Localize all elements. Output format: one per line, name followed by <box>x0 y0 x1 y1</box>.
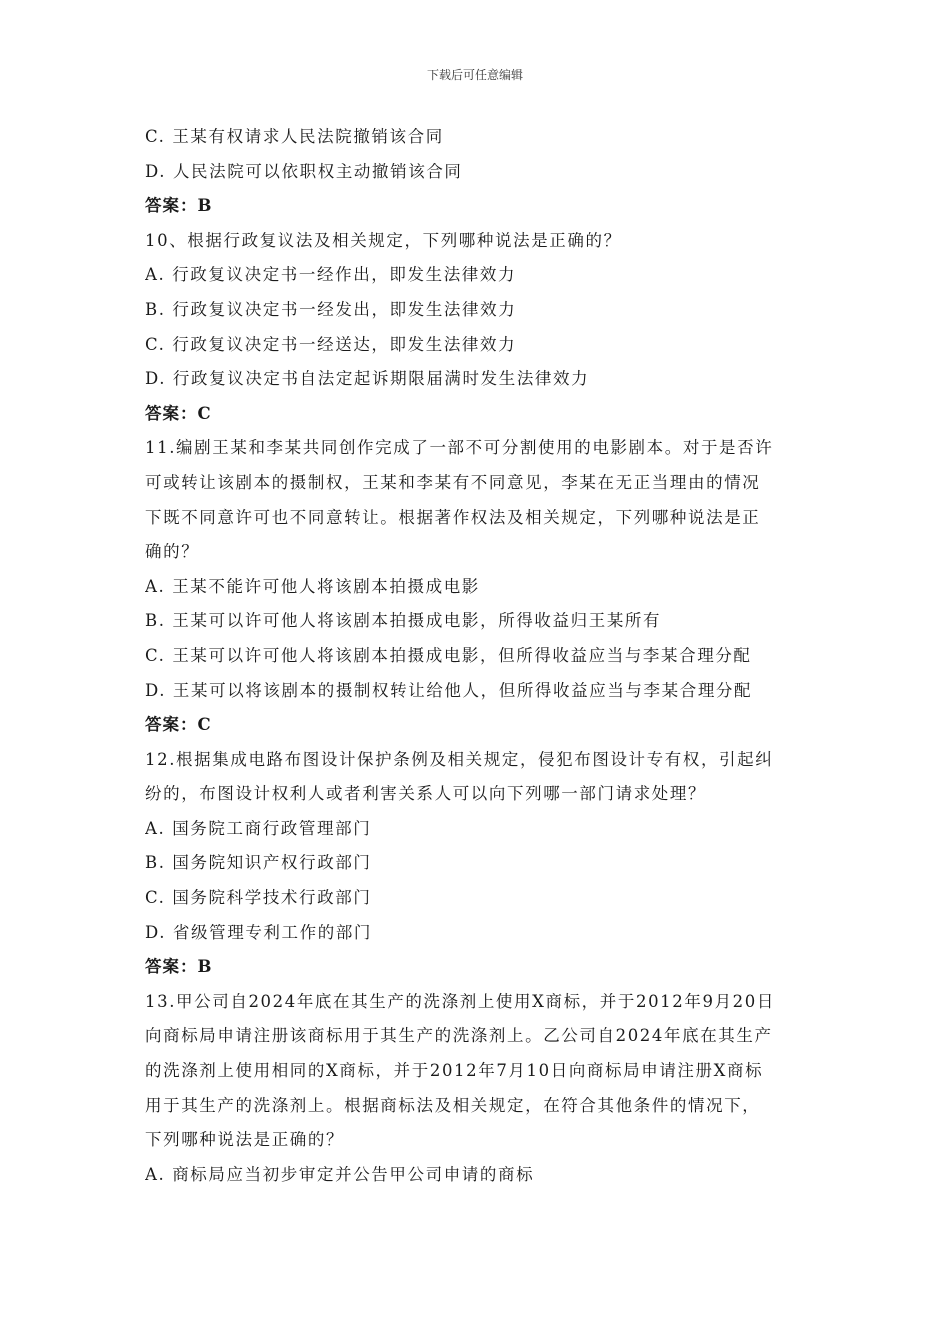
answer-line: 答案：C <box>145 715 212 735</box>
question-line: 11.编剧王某和李某共同创作完成了一部不可分割使用的电影剧本。对于是否许 <box>145 438 774 458</box>
option-line: C. 行政复议决定书一经送达，即发生法律效力 <box>145 334 517 354</box>
option-line: C. 王某有权请求人民法院撤销该合同 <box>145 127 444 146</box>
question-line: 下列哪种说法是正确的？ <box>145 1130 345 1150</box>
option-line: D. 王某可以将该剧本的摄制权转让给他人，但所得收益应当与李某合理分配 <box>145 680 753 700</box>
option-line: B. 行政复议决定书一经发出，即发生法律效力 <box>145 299 517 319</box>
option-line: B. 王某可以许可他人将该剧本拍摄成电影，所得收益归王某所有 <box>145 611 662 631</box>
question-line: 可或转让该剧本的摄制权，王某和李某有不同意见，李某在无正当理由的情况 <box>145 472 761 492</box>
option-line: C. 王某可以许可他人将该剧本拍摄成电影，但所得收益应当与李某合理分配 <box>145 645 752 665</box>
answer-line: 答案：B <box>145 196 213 216</box>
question-line: 确的？ <box>145 542 200 562</box>
option-line: A. 国务院工商行政管理部门 <box>145 818 372 838</box>
option-line: D. 省级管理专利工作的部门 <box>145 922 373 942</box>
question-line: 用于其生产的洗涤剂上。根据商标法及相关规定，在符合其他条件的情况下， <box>145 1095 761 1115</box>
question-line: 的洗涤剂上使用相同的X商标，并于2012年7月10日向商标局申请注册X商标 <box>145 1061 764 1081</box>
option-line: D. 人民法院可以依职权主动撤销该合同 <box>145 161 463 181</box>
question-line: 下既不同意许可也不同意转让。根据著作权法及相关规定，下列哪种说法是正 <box>145 507 761 527</box>
answer-line: 答案：C <box>145 403 212 423</box>
question-line: 13.甲公司自2024年底在其生产的洗涤剂上使用X商标，并于2012年9月20日 <box>145 991 775 1011</box>
document-body <box>145 120 815 1192</box>
page-header: 下载后可任意编辑 <box>426 68 523 82</box>
option-line: D. 行政复议决定书自法定起诉期限届满时发生法律效力 <box>145 369 590 389</box>
option-line: A. 商标局应当初步审定并公告甲公司申请的商标 <box>145 1164 535 1184</box>
option-line: A. 行政复议决定书一经作出，即发生法律效力 <box>145 265 517 285</box>
question-line: 纷的，布图设计权利人或者利害关系人可以向下列哪一部门请求处理？ <box>145 784 707 804</box>
option-line: C. 国务院科学技术行政部门 <box>145 888 372 908</box>
question-line: 10、根据行政复议法及相关规定，下列哪种说法是正确的？ <box>145 230 622 250</box>
question-line: 向商标局申请注册该商标用于其生产的洗涤剂上。乙公司自2024年底在其生产 <box>145 1026 773 1046</box>
answer-line: 答案：B <box>145 957 213 977</box>
question-line: 12.根据集成电路布图设计保护条例及相关规定，侵犯布图设计专有权，引起纠 <box>145 749 774 769</box>
option-line: A. 王某不能许可他人将该剧本拍摄成电影 <box>145 576 480 596</box>
option-line: B. 国务院知识产权行政部门 <box>145 853 372 873</box>
